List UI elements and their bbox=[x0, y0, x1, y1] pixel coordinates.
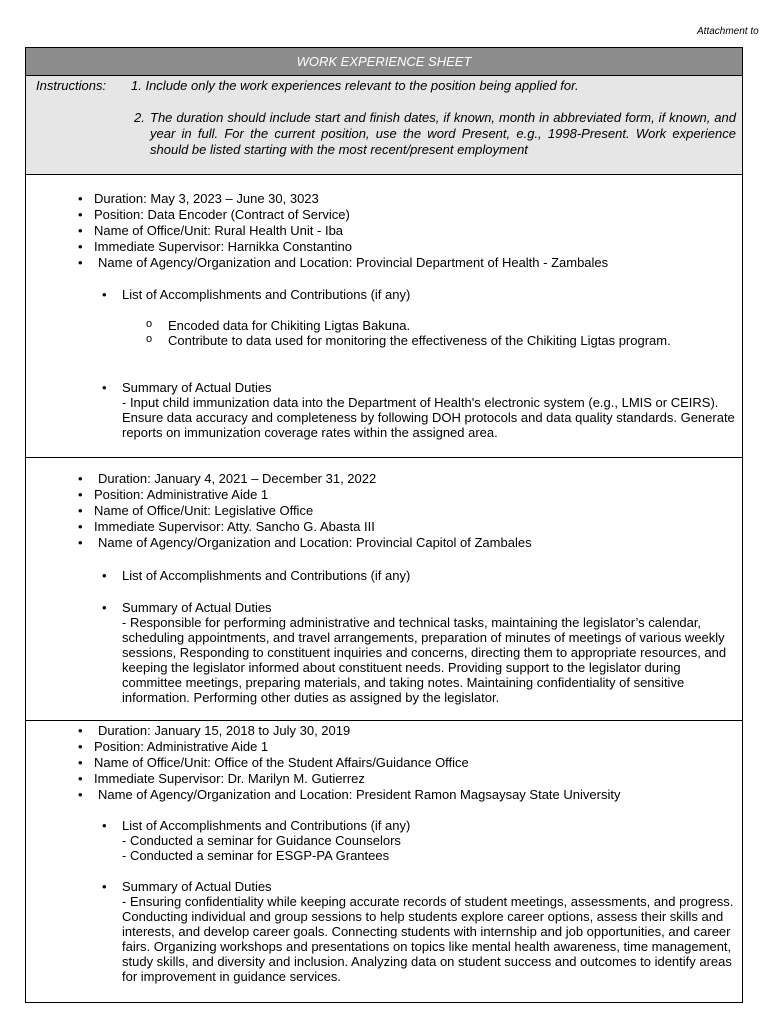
attachment-note: Attachment to bbox=[697, 26, 759, 37]
entry-supervisor: • Immediate Supervisor: Dr. Marilyn M. Gutierrez bbox=[26, 771, 742, 787]
experience-entry bbox=[26, 458, 742, 721]
instruction-item-2 bbox=[134, 110, 736, 158]
entry-office: • Name of Office/Unit: Legislative Office bbox=[26, 503, 742, 519]
entry-office: • Name of Office/Unit: Office of the Student Affairs/Guidance Office bbox=[26, 755, 742, 771]
instruction-1-text: Include only the work experiences relevant to the position being applied for. bbox=[145, 78, 579, 93]
entry-duration: • Duration: January 15, 2018 to July 30, 2019 bbox=[26, 723, 742, 739]
duties-text: - Responsible for performing administrative and technical tasks, maintaining the legislator’s calendar, scheduling appointments, and travel arrangements, preparation of minutes of meetings of various weekly sessions, Responding to constituent inquiries and concerns, directing them to appropriate resources, and keeping the legislator informed about constituent needs. Providing support to the legislator during committee meetings, preparing materials, and taking notes. Maintaining confidentiality of sensitive information. Performing other duties as assigned by the legislator. bbox=[122, 615, 727, 705]
instructions-block bbox=[26, 76, 742, 175]
sheet-title: WORK EXPERIENCE SHEET bbox=[26, 48, 742, 76]
entry-position: • Position: Administrative Aide 1 bbox=[26, 739, 742, 755]
duties-label: • Summary of Actual Duties bbox=[122, 380, 740, 395]
duties-section bbox=[122, 380, 740, 440]
accomplishments-section bbox=[122, 568, 740, 583]
instruction-item-1 bbox=[131, 78, 579, 94]
duties-section bbox=[122, 879, 740, 984]
accomplishment-line: - Conducted a seminar for ESGP-PA Grantees bbox=[122, 848, 390, 863]
entry-position: • Position: Administrative Aide 1 bbox=[26, 487, 742, 503]
entry-supervisor: • Immediate Supervisor: Harnikka Constantino bbox=[26, 239, 742, 255]
duties-text: - Input child immunization data into the Department of Health's electronic system (e.g., LMIS or CEIRS). Ensure data accuracy and completeness by following DOH protocols and data quality standards. Generate reports on immunization coverage rates within the assigned area. bbox=[122, 395, 735, 440]
entry-agency: • Name of Agency/Organization and Location: Provincial Capitol of Zambales bbox=[26, 535, 742, 551]
duties-text: - Ensuring confidentiality while keeping accurate records of student meetings, assessments, and progress. Conducting individual and group sessions to help students explore career options, assess their skills and interests, and develop career goals. Connecting students with internship and job opportunities, and career fairs. Organizing workshops and presentations on topics like mental health awareness, time management, study skills, and diversity and inclusion. Analyzing data on student success and outcomes to identify areas for improvement in guidance services. bbox=[122, 894, 734, 984]
entry-agency: • Name of Agency/Organization and Location: President Ramon Magsaysay State University bbox=[26, 787, 742, 803]
entry-fields bbox=[26, 191, 742, 271]
accomplishment-line: - Conducted a seminar for Guidance Counselors bbox=[122, 833, 401, 848]
entry-position: • Position: Data Encoder (Contract of Service) bbox=[26, 207, 742, 223]
experience-entry bbox=[26, 175, 742, 458]
accomplishments-label: • List of Accomplishments and Contributions (if any) bbox=[122, 568, 740, 583]
accomplishments-section bbox=[122, 818, 740, 863]
instruction-2-text: The duration should include start and finish dates, if known, month in abbreviated form, if known, and year in full. For the current position, use the word Present, e.g., 1998-Present. Work experience should be listed starting with the most recent/present employment bbox=[150, 110, 736, 157]
duties-label: • Summary of Actual Duties bbox=[122, 600, 740, 615]
duties-label: • Summary of Actual Duties bbox=[122, 879, 740, 894]
entry-duration: • Duration: January 4, 2021 – December 31, 2022 bbox=[26, 471, 742, 487]
entry-fields bbox=[26, 723, 742, 803]
accomplishment-item: o Encoded data for Chikiting Ligtas Bakuna. bbox=[146, 318, 726, 333]
work-experience-sheet bbox=[25, 47, 743, 1003]
duties-section bbox=[122, 600, 740, 705]
entry-fields bbox=[26, 471, 742, 551]
accomplishments-label: • List of Accomplishments and Contributions (if any) bbox=[122, 287, 740, 302]
entry-agency: • Name of Agency/Organization and Location: Provincial Department of Health - Zambales bbox=[26, 255, 742, 271]
entry-office: • Name of Office/Unit: Rural Health Unit - Iba bbox=[26, 223, 742, 239]
accomplishments-section bbox=[122, 287, 740, 302]
entry-duration: • Duration: May 3, 2023 – June 30, 3023 bbox=[26, 191, 742, 207]
entry-supervisor: • Immediate Supervisor: Atty. Sancho G. Abasta III bbox=[26, 519, 742, 535]
instruction-1-number: 1. bbox=[131, 78, 142, 93]
accomplishment-item: o Contribute to data used for monitoring the effectiveness of the Chikiting Ligtas program. bbox=[146, 333, 726, 348]
instructions-label: Instructions: bbox=[36, 78, 107, 93]
accomplishments-label: • List of Accomplishments and Contributions (if any) bbox=[122, 818, 740, 833]
experience-entry bbox=[26, 721, 742, 1003]
accomplishments-list bbox=[146, 318, 726, 348]
instruction-2-number: 2. bbox=[134, 110, 145, 125]
